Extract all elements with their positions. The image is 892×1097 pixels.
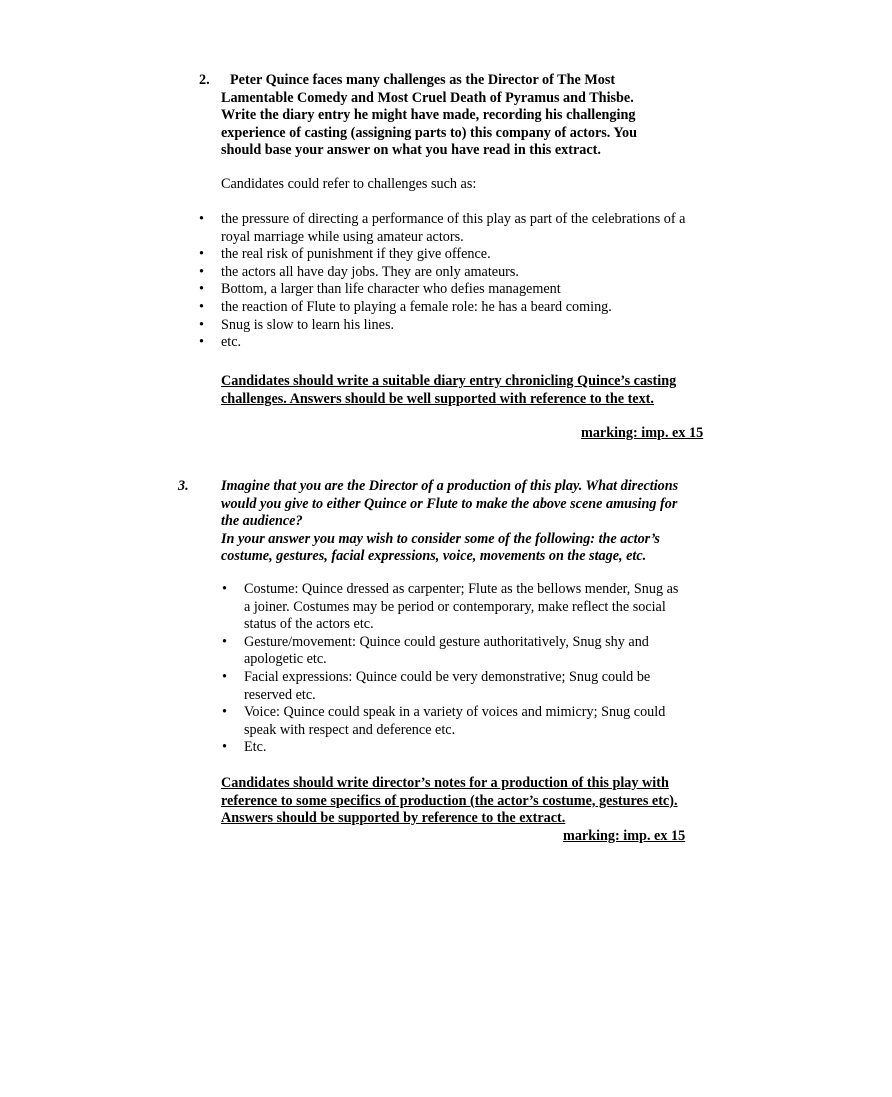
- question-2-number: 2.: [199, 72, 210, 88]
- question-3-prompt: [221, 478, 721, 566]
- bullet-icon: •: [222, 739, 227, 756]
- question-2-prompt-line: Peter Quince faces many challenges as the Director of The Most: [230, 72, 616, 88]
- list-item-line: speak with respect and deference etc.: [244, 721, 456, 738]
- list-item-line: Facial expressions: Quince could be very demonstrative; Snug could be: [244, 668, 651, 685]
- list-item: [222, 668, 714, 704]
- list-item-line: Costume: Quince dressed as carpenter; Flute as the bellows mender, Snug as: [244, 581, 679, 597]
- bullet-icon: •: [199, 246, 204, 263]
- list-item-line: Snug is slow to learn his lines.: [221, 316, 395, 333]
- question-3-marking: marking: imp. ex 15: [563, 828, 686, 844]
- list-item-line: Voice: Quince could speak in a variety of voices and mimicry; Snug could: [244, 704, 666, 721]
- question-3-prompt-line: the audience?: [221, 513, 303, 530]
- list-item-line: a joiner. Costumes may be period or contemporary, make reflect the social: [244, 598, 666, 615]
- guidance-line: reference to some specifics of production (the actor’s costume, gestures etc).: [221, 792, 678, 809]
- list-item: [199, 281, 721, 299]
- guidance-line: challenges. Answers should be well supported with reference to the text.: [221, 390, 654, 407]
- question-3-prompt-line: In your answer you may wish to consider some of the following: the actor’s: [221, 530, 660, 547]
- list-item-line: the real risk of punishment if they give offence.: [221, 246, 491, 263]
- list-item: [199, 316, 721, 335]
- question-3-prompt-line: costume, gestures, facial expressions, voice, movements on the stage, etc.: [221, 548, 647, 565]
- list-item-line: the actors all have day jobs. They are only amateurs.: [221, 263, 519, 280]
- bullet-icon: •: [222, 668, 227, 685]
- list-item: [222, 704, 714, 739]
- list-item-line: Gesture/movement: Quince could gesture authoritatively, Snug shy and: [244, 633, 649, 650]
- question-3-prompt-line: Imagine that you are the Director of a production of this play. What directions: [221, 478, 679, 494]
- question-3-number: 3.: [178, 478, 189, 494]
- list-item: [199, 334, 721, 352]
- question-2-prompt: [221, 72, 721, 160]
- question-3-marking-guidance: [221, 775, 721, 828]
- bullet-icon: •: [222, 581, 227, 597]
- question-2-prompt-line: should base your answer on what you have read in this extract.: [221, 142, 601, 159]
- guidance-line: Candidates should write director’s notes for a production of this play with: [221, 775, 669, 791]
- list-item-line: apologetic etc.: [244, 651, 327, 668]
- list-item: [199, 211, 721, 246]
- list-item-line: Bottom, a larger than life character who defies management: [221, 281, 561, 298]
- bullet-icon: •: [199, 281, 204, 298]
- bullet-icon: •: [222, 704, 227, 721]
- bullet-icon: •: [199, 263, 204, 280]
- guidance-line: Candidates should write a suitable diary entry chronicling Quince’s casting: [221, 373, 677, 389]
- bullet-icon: •: [199, 211, 204, 227]
- question-2-prompt-line: Write the diary entry he might have made, recording his challenging: [221, 107, 636, 124]
- question-2-bullet-list: [199, 211, 721, 352]
- question-2-prompt-line: experience of casting (assigning parts to) this company of actors. You: [221, 124, 638, 141]
- list-item-line: Etc.: [244, 739, 267, 756]
- bullet-icon: •: [199, 316, 204, 333]
- list-item-line: etc.: [221, 334, 242, 351]
- list-item-line: status of the actors etc.: [244, 616, 374, 633]
- list-item-line: the pressure of directing a performance of this play as part of the celebrations of a: [221, 211, 686, 227]
- question-2-prompt-line: Lamentable Comedy and Most Cruel Death of Pyramus and Thisbe.: [221, 89, 634, 106]
- list-item: [222, 581, 714, 634]
- list-item-line: royal marriage while using amateur actors.: [221, 228, 464, 245]
- list-item: [199, 263, 721, 282]
- question-3-bullet-list: [222, 581, 714, 757]
- list-item: [222, 633, 714, 669]
- question-2-marking: marking: imp. ex 15: [581, 425, 704, 441]
- list-item-line: reserved etc.: [244, 686, 316, 703]
- question-2-intro: Candidates could refer to challenges such as:: [221, 176, 477, 192]
- question-3-prompt-line: would you give to either Quince or Flute to make the above scene amusing for: [221, 495, 678, 512]
- bullet-icon: •: [199, 334, 204, 351]
- bullet-icon: •: [199, 298, 204, 315]
- list-item: [199, 246, 721, 264]
- list-item: [222, 739, 714, 757]
- bullet-icon: •: [222, 633, 227, 650]
- guidance-line: Answers should be supported by reference to the extract.: [221, 810, 566, 827]
- question-2-marking-guidance: [221, 373, 721, 408]
- list-item: [199, 298, 721, 317]
- list-item-line: the reaction of Flute to playing a female role: he has a beard coming.: [221, 298, 612, 315]
